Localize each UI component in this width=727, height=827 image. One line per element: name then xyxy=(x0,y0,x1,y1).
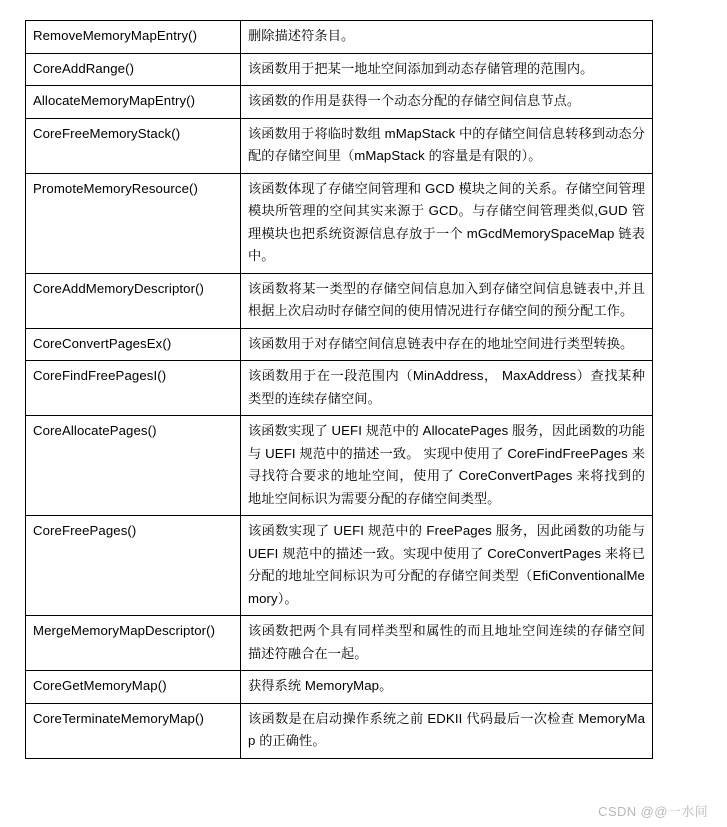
function-desc-cell: 该函数的作用是获得一个动态分配的存储空间信息节点。 xyxy=(241,86,653,119)
function-desc-cell: 该函数是在启动操作系统之前 EDKII 代码最后一次检查 MemoryMap 的正确性。 xyxy=(241,703,653,758)
table-row xyxy=(26,361,653,416)
function-desc-cell: 该函数用于在一段范围内（MinAddress， MaxAddress）查找某种类型的连续存储空间。 xyxy=(241,361,653,416)
function-name-cell: RemoveMemoryMapEntry() xyxy=(26,21,241,54)
function-table-container xyxy=(25,20,652,759)
table-row xyxy=(26,616,653,671)
function-desc-cell: 该函数实现了 UEFI 规范中的 AllocatePages 服务，因此函数的功能与 UEFI 规范中的描述一致。 实现中使用了 CoreFindFreePages 来寻找符合要求的地址空间，使用了 CoreConvertPages 来将找到的地址空间标识为需要分配的存储空间类型。 xyxy=(241,416,653,516)
csdn-watermark: CSDN @@一水间 xyxy=(598,804,708,819)
function-name-cell: CoreAddRange() xyxy=(26,53,241,86)
function-name-cell: MergeMemoryMapDescriptor() xyxy=(26,616,241,671)
function-name-cell: CoreFreePages() xyxy=(26,516,241,616)
table-row xyxy=(26,516,653,616)
function-desc-cell: 该函数用于对存储空间信息链表中存在的地址空间进行类型转换。 xyxy=(241,328,653,361)
function-name-cell: CoreFindFreePagesI() xyxy=(26,361,241,416)
table-row xyxy=(26,416,653,516)
table-row xyxy=(26,86,653,119)
function-desc-cell: 该函数用于把某一地址空间添加到动态存储管理的范围内。 xyxy=(241,53,653,86)
table-row xyxy=(26,703,653,758)
table-row xyxy=(26,53,653,86)
table-row xyxy=(26,173,653,273)
function-desc-cell: 获得系统 MemoryMap。 xyxy=(241,671,653,704)
table-row xyxy=(26,118,653,173)
function-name-cell: CoreAddMemoryDescriptor() xyxy=(26,273,241,328)
table-body xyxy=(26,21,653,759)
function-desc-cell: 该函数体现了存储空间管理和 GCD 模块之间的关系。存储空间管理模块所管理的空间其实来源于 GCD。与存储空间管理类似,GUD 管理模块也把系统资源信息存放于一个 mGcdMemorySpaceMap 链表中。 xyxy=(241,173,653,273)
function-name-cell: CoreGetMemoryMap() xyxy=(26,671,241,704)
function-desc-cell: 该函数把两个具有同样类型和属性的而且地址空间连续的存储空间描述符融合在一起。 xyxy=(241,616,653,671)
function-name-cell: CoreTerminateMemoryMap() xyxy=(26,703,241,758)
function-description-table xyxy=(25,20,653,759)
function-desc-cell: 该函数实现了 UEFI 规范中的 FreePages 服务，因此函数的功能与 UEFI 规范中的描述一致。实现中使用了 CoreConvertPages 来将已分配的地址空间标识为可分配的存储空间类型（EfiConventionalMemory）。 xyxy=(241,516,653,616)
function-name-cell: AllocateMemoryMapEntry() xyxy=(26,86,241,119)
table-row xyxy=(26,328,653,361)
table-row xyxy=(26,671,653,704)
function-desc-cell: 删除描述符条目。 xyxy=(241,21,653,54)
function-name-cell: CoreAllocatePages() xyxy=(26,416,241,516)
table-row xyxy=(26,21,653,54)
function-desc-cell: 该函数将某一类型的存储空间信息加入到存储空间信息链表中,并且根据上次启动时存储空间的使用情况进行存储空间的预分配工作。 xyxy=(241,273,653,328)
function-name-cell: CoreConvertPagesEx() xyxy=(26,328,241,361)
function-name-cell: PromoteMemoryResource() xyxy=(26,173,241,273)
function-name-cell: CoreFreeMemoryStack() xyxy=(26,118,241,173)
table-row xyxy=(26,273,653,328)
function-desc-cell: 该函数用于将临时数组 mMapStack 中的存储空间信息转移到动态分配的存储空间里（mMapStack 的容量是有限的）。 xyxy=(241,118,653,173)
